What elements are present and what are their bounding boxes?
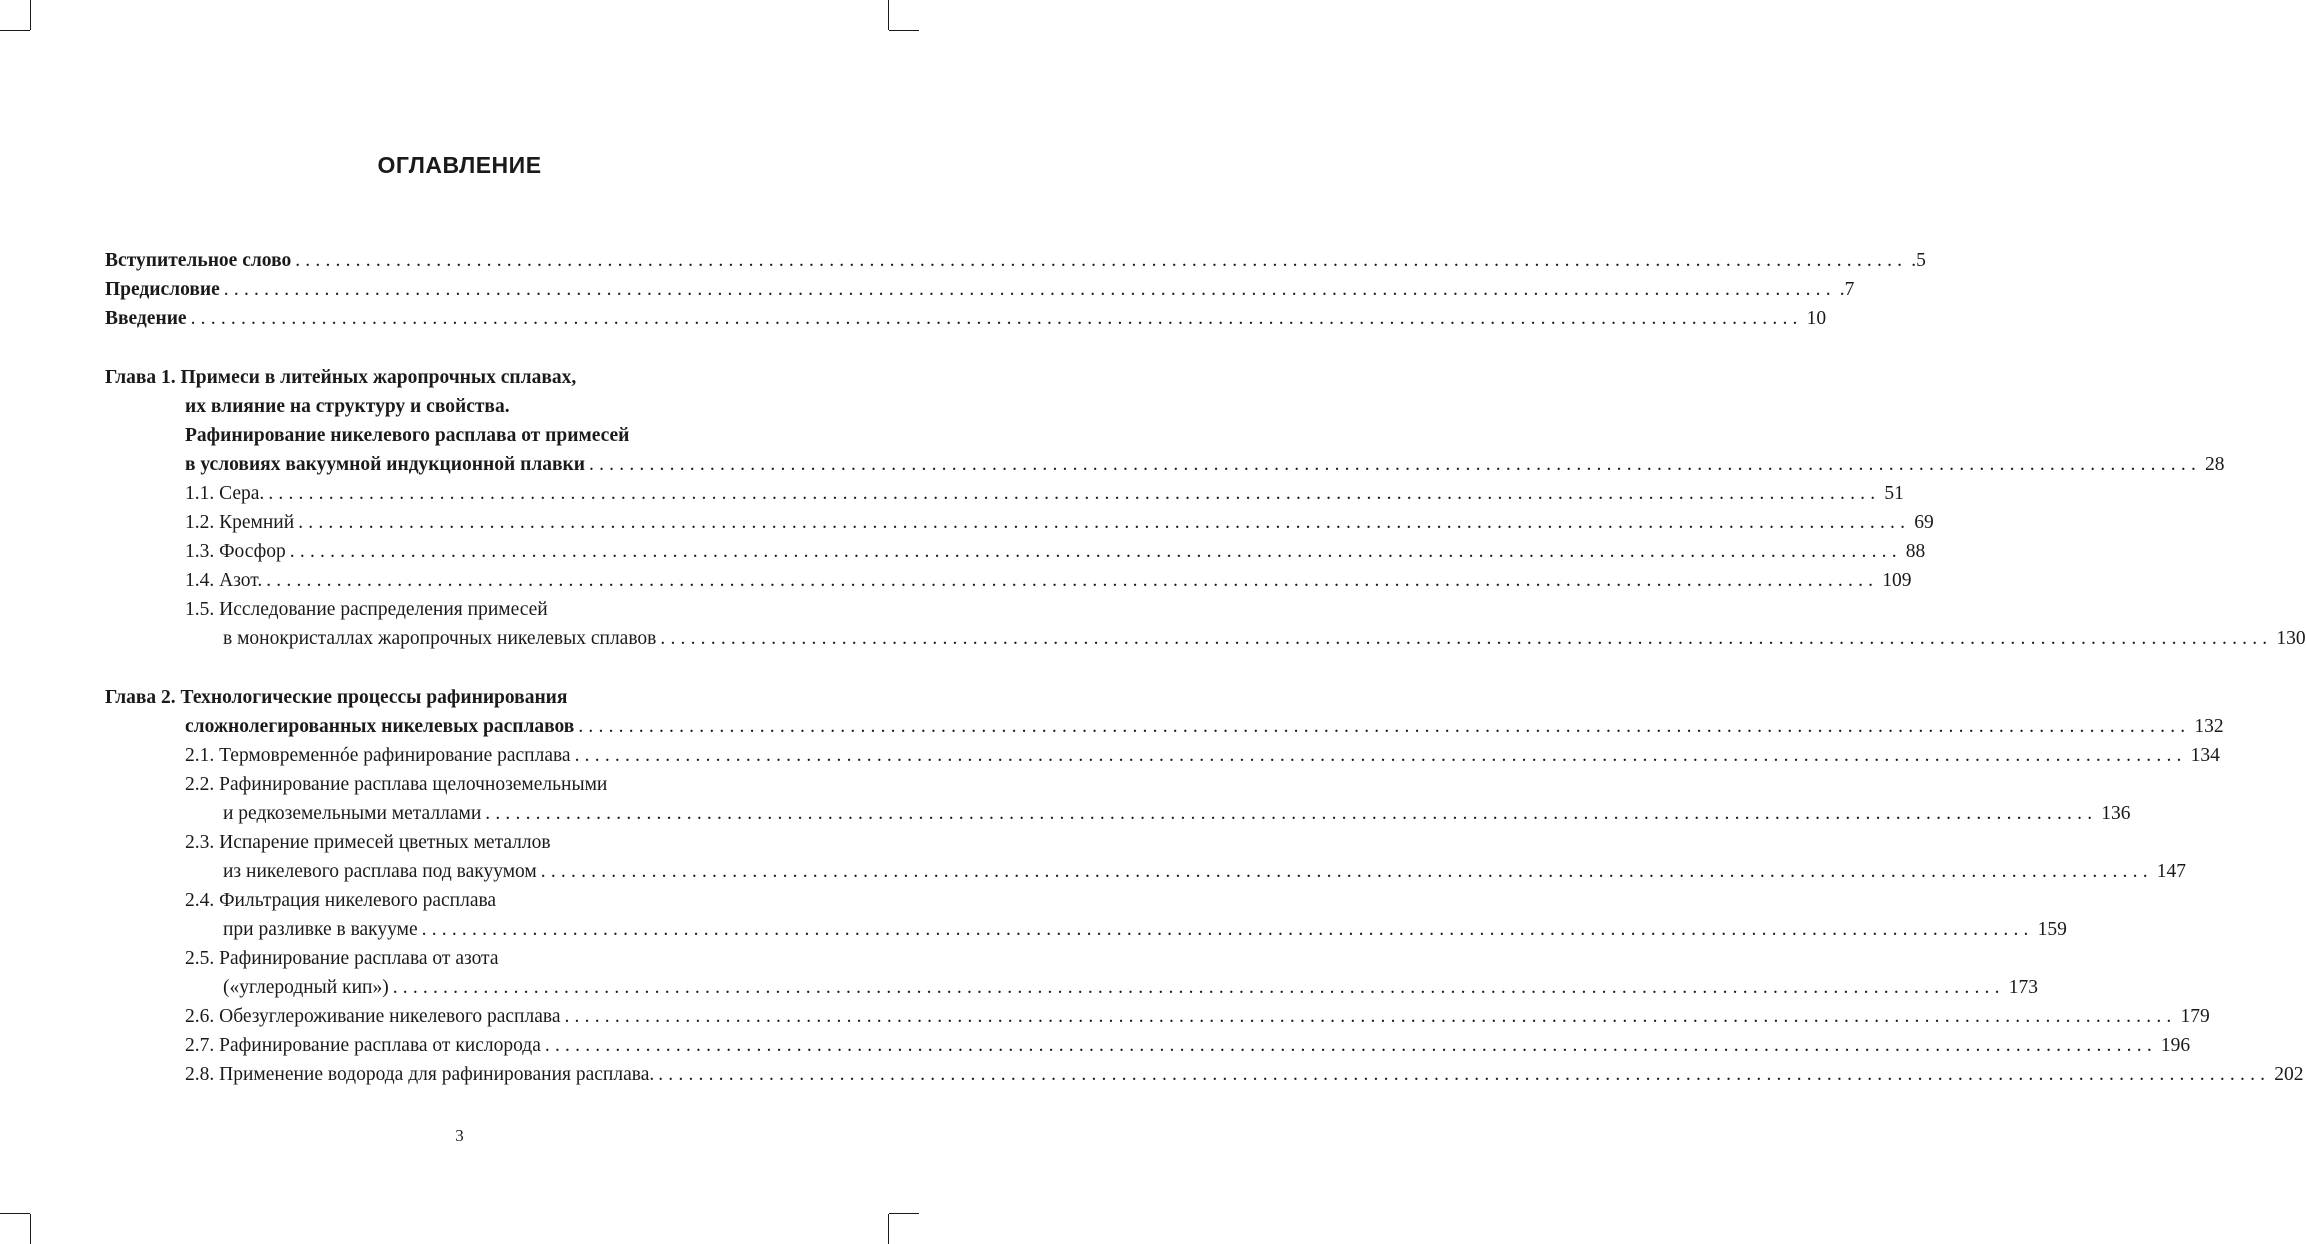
chapter2-heading-line-1[interactable]: Глава 2. Технологические процессы рафинирования <box>105 687 568 708</box>
toc-leader-dots: ................................................................................................................................................................ <box>589 454 2202 475</box>
crop-mark-bottom-right-v <box>888 1214 889 1244</box>
toc-entry-1-4[interactable] <box>185 566 1912 595</box>
crop-mark-bottom-left-v <box>30 1214 31 1244</box>
page-number: 3 <box>455 1126 464 1145</box>
toc-entry-2-3-line-1[interactable]: 2.3. Испарение примесей цветных металлов <box>185 832 551 853</box>
crop-mark-top-left-h <box>0 30 30 31</box>
toc-entry-page: 159 <box>2037 919 2067 940</box>
chapter1-heading-line-2[interactable]: их влияние на структуру и свойства. <box>185 396 510 417</box>
toc-leader-dots: ................................................................................................................................................................ <box>564 1006 2177 1027</box>
toc-entry-page: 134 <box>2190 745 2220 766</box>
crop-mark-bottom-right-h <box>889 1213 919 1214</box>
toc-entry-preface[interactable] <box>105 275 1855 304</box>
chapter2-heading-line-2[interactable] <box>185 712 2224 741</box>
toc-entry-2-1[interactable] <box>185 741 2220 770</box>
toc-entry-page: 196 <box>2160 1035 2191 1056</box>
toc-entry-title: 1.2. Кремний <box>185 512 295 533</box>
toc-entry-page: 130 <box>2276 628 2306 649</box>
toc-entry-page: 69 <box>1914 512 1934 533</box>
toc-entry-2-6[interactable] <box>185 1002 2210 1031</box>
toc-entry-2-4-line-2[interactable] <box>223 915 2067 944</box>
crop-mark-bottom-left-h <box>0 1213 30 1214</box>
toc-entry-title: 1.4. Азот. <box>185 570 263 591</box>
toc-entry-title: 2.7. Рафинирование расплава от кислорода <box>185 1035 541 1056</box>
toc-entry-title: сложнолегированных никелевых расплавов <box>185 716 575 737</box>
toc-entry-page: 173 <box>2008 977 2038 998</box>
toc-leader-dots: ................................................................................................................................................................ <box>392 977 2005 998</box>
toc-leader-dots: ................................................................................................................................................................ <box>544 1035 2157 1056</box>
toc-entry-title: в монокристаллах жаропрочных никелевых сплавов <box>223 628 657 649</box>
toc-leader-dots: ................................................................................................................................................................ <box>574 745 2187 766</box>
toc-leader-dots: ................................................................................................................................................................ <box>190 308 1803 329</box>
page-title: ОГЛАВЛЕНИЕ <box>377 152 542 178</box>
crop-mark-top-left-v <box>30 0 31 30</box>
toc-leader-dots: ................................................................................................................................................................ <box>289 541 1902 562</box>
toc-entry-title: и редкоземельными металлами <box>223 803 482 824</box>
toc-entry-title: при разливке в вакууме <box>223 919 418 940</box>
crop-mark-top-right-h <box>889 30 919 31</box>
toc-entry-page: 109 <box>1882 570 1912 591</box>
toc-entry-title: 2.6. Обезуглероживание никелевого расплава <box>185 1006 561 1027</box>
toc-entry-page: 88 <box>1905 541 1926 562</box>
chapter1-heading-line-1[interactable]: Глава 1. Примеси в литейных жаропрочных сплавах, <box>105 367 577 388</box>
toc-entry-2-2-line-2[interactable] <box>223 799 2131 828</box>
toc-leader-dots: ................................................................................................................................................................ <box>540 861 2153 882</box>
toc-entry-introduction[interactable] <box>105 304 1827 333</box>
toc-entry-1-3[interactable] <box>185 537 1926 566</box>
toc-entry-page: 132 <box>2194 716 2224 737</box>
toc-entry-1-5-line-2[interactable] <box>223 624 2306 653</box>
toc-entry-1-1[interactable] <box>185 479 1904 508</box>
toc-leader-dots: ................................................................................................................................................................ <box>578 716 2191 737</box>
toc-entry-page: 136 <box>2101 803 2131 824</box>
toc-entry-title: 1.3. Фосфор <box>185 541 286 562</box>
toc-entry-2-3-line-2[interactable] <box>223 857 2187 886</box>
toc-entry-1-5-line-1[interactable]: 1.5. Исследование распределения примесей <box>185 599 548 620</box>
chapter1-heading-line-4[interactable] <box>185 450 2225 479</box>
toc-entry-2-7[interactable] <box>185 1031 2191 1060</box>
toc-entry-2-8[interactable] <box>185 1060 2304 1089</box>
toc-entry-2-2-line-1[interactable]: 2.2. Рафинирование расплава щелочноземельными <box>185 774 608 795</box>
toc-entry-2-5-line-2[interactable] <box>223 973 2038 1002</box>
toc-entry-2-4-line-1[interactable]: 2.4. Фильтрация никелевого расплава <box>185 890 497 911</box>
toc-entry-page: 10 <box>1806 308 1827 329</box>
toc-entry-title: из никелевого расплава под вакуумом <box>223 861 537 882</box>
toc-entry-intro-word[interactable] <box>105 246 1926 275</box>
toc-entry-title: 2.8. Применение водорода для рафинирования расплава. <box>185 1064 655 1085</box>
toc-entry-title: в условиях вакуумной индукционной плавки <box>185 454 586 475</box>
toc-leader-dots: ................................................................................................................................................................ <box>266 570 1879 591</box>
toc-entry-title: Вступительное слово <box>105 250 292 271</box>
toc-leader-dots: ................................................................................................................................................................ <box>660 628 2273 649</box>
toc-leader-dots: ................................................................................................................................................................ <box>485 803 2098 824</box>
toc-entry-1-2[interactable] <box>185 508 1934 537</box>
toc-entry-2-5-line-1[interactable]: 2.5. Рафинирование расплава от азота <box>185 948 499 969</box>
toc-entry-title: 1.1. Сера. <box>185 483 265 504</box>
toc-entry-page: 202 <box>2274 1064 2304 1085</box>
toc-entry-page: 28 <box>2205 454 2225 475</box>
toc-entry-title: Предисловие <box>105 279 220 300</box>
chapter1-heading-line-3[interactable]: Рафинирование никелевого расплава от примесей <box>185 425 630 446</box>
toc-entry-page: 179 <box>2180 1006 2210 1027</box>
toc-leader-dots: ................................................................................................................................................................ <box>268 483 1881 504</box>
toc-entry-page: 147 <box>2156 861 2187 882</box>
toc-entry-title: («углеродный кип») <box>223 977 389 998</box>
toc-leader-dots: ................................................................................................................................................................ <box>658 1064 2271 1085</box>
toc-entry-page: .5 <box>1911 250 1926 271</box>
toc-entry-title: Введение <box>105 308 187 329</box>
toc-leader-dots: ................................................................................................................................................................ <box>298 512 1911 533</box>
crop-mark-top-right-v <box>888 0 889 30</box>
toc-leader-dots: ................................................................................................................................................................ <box>295 250 1908 271</box>
toc-entry-page: 51 <box>1884 483 1904 504</box>
toc-entry-page: .7 <box>1839 279 1855 300</box>
toc-leader-dots: ................................................................................................................................................................ <box>223 279 1836 300</box>
toc-leader-dots: ................................................................................................................................................................ <box>421 919 2034 940</box>
toc-entry-title: 2.1. Термовременнóе рафинирование расплава <box>185 745 571 766</box>
